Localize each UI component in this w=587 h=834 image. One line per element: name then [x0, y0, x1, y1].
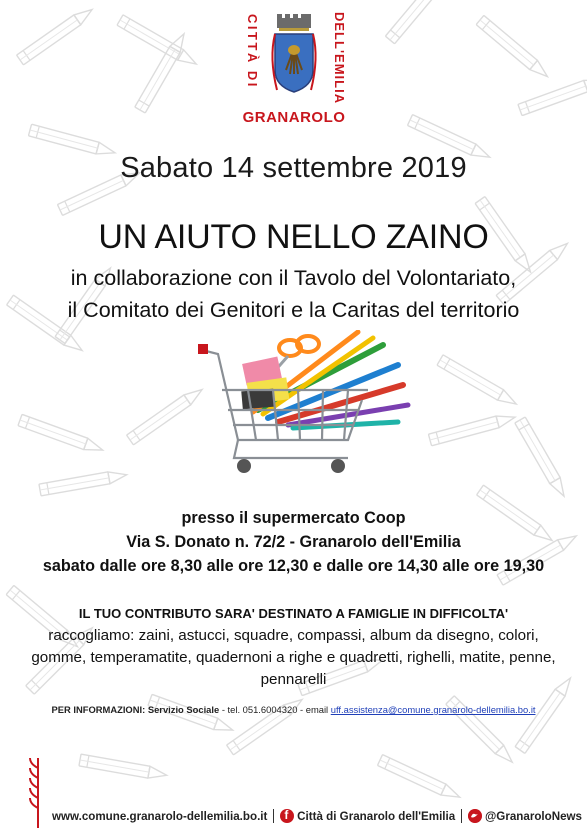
location-hours: sabato dalle ore 8,30 alle ore 12,30 e dalle ore 14,30 alle ore 19,30 [42, 557, 545, 575]
wheat-icon [28, 758, 48, 828]
footer-divider [273, 809, 274, 823]
footer-website-link[interactable]: www.comune.granarolo-dellemilia.bo.it [52, 809, 268, 823]
info-label: PER INFORMAZIONI: [51, 704, 146, 715]
shopping-cart-illustration [198, 330, 414, 478]
footer-facebook-link[interactable]: Città di Granarolo dell'Emilia [297, 809, 456, 823]
info-line [0, 704, 587, 715]
cart-wheel-icon [331, 459, 345, 473]
collaboration-line: il Comitato dei Genitori e la Caritas del territorio [67, 298, 520, 322]
contribution-heading: IL TUO CONTRIBUTO SARA' DESTINATO A FAMIGLIE IN DIFFICOLTA' [78, 606, 509, 621]
event-date: Sabato 14 settembre 2019 [120, 152, 467, 184]
contribution-items: raccogliamo: zaini, astucci, squadre, compassi, album da disegno, colori, gomme, temperamatite, quadernoni a righe e quadretti, righelli, matite, penne, pennarelli [31, 627, 556, 688]
info-email-link[interactable]: uff.assistenza@comune.granarolo-dellemilia.bo.it [330, 704, 536, 715]
location-address: Via S. Donato n. 72/2 - Granarolo dell'Emilia [126, 533, 461, 551]
location-block [0, 506, 587, 578]
info-service: Servizio Sociale [147, 704, 220, 715]
logo-name: GRANAROLO [242, 109, 346, 126]
logo-text-left: CITTÀ DI [245, 14, 260, 89]
crown-icon [277, 14, 311, 31]
footer-bar [52, 808, 582, 824]
facebook-icon [280, 809, 294, 823]
collaboration-line: in collaborazione con il Tavolo del Volontariato, [70, 266, 517, 290]
granarolo-logo [235, 8, 353, 128]
location-store: presso il supermercato Coop [181, 509, 406, 527]
coat-of-arms-icon [272, 34, 315, 92]
marker-icon [241, 389, 274, 410]
footer-twitter-link[interactable]: @GranaroloNews [485, 809, 582, 823]
twitter-icon [468, 809, 482, 823]
event-title: UN AIUTO NELLO ZAINO [98, 218, 489, 256]
info-phone: - tel. 051.6004320 - email [219, 704, 331, 715]
collaboration-text [0, 262, 587, 326]
footer-divider [461, 809, 462, 823]
cart-wheel-icon [237, 459, 251, 473]
logo-text-right: DELL'EMILIA [332, 12, 347, 105]
